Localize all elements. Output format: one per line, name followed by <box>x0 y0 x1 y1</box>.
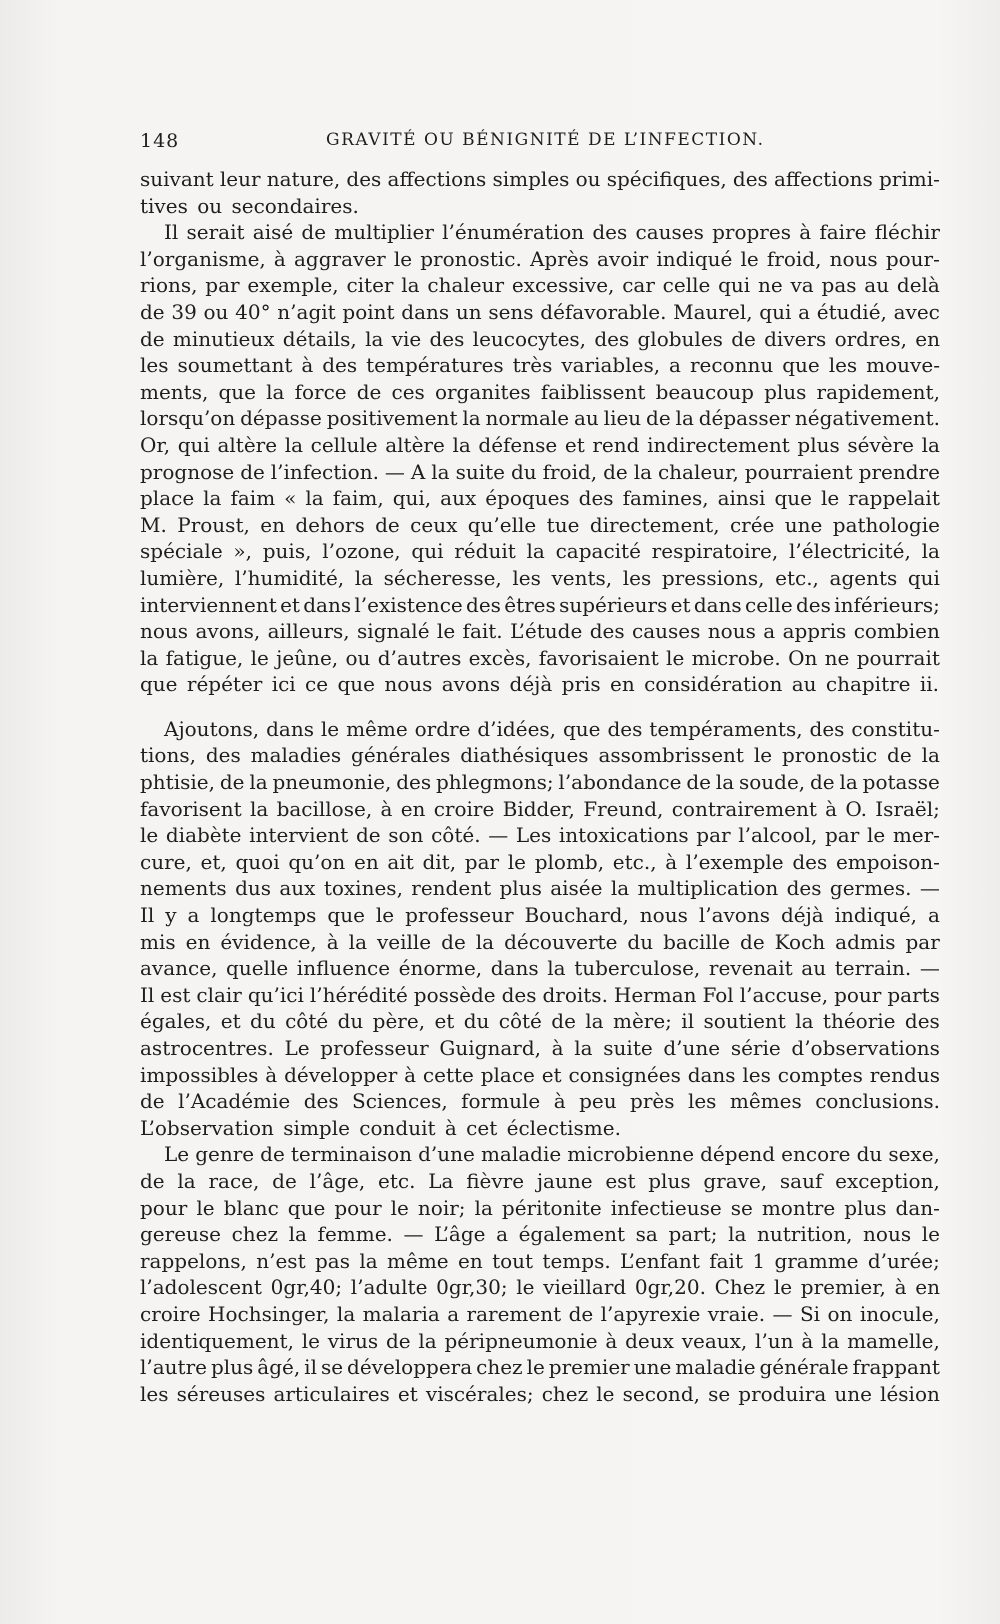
text-line: l’organisme, à aggraver le pronostic. Après avoir indiqué le froid, nous pour- <box>140 246 940 271</box>
text-line: avance, quelle influence énorme, dans la tuberculose, revenait au terrain. — <box>140 956 940 981</box>
text-line: de l’Académie des Sciences, formule à peu près les mêmes conclusions. <box>140 1089 940 1114</box>
text-line: mis en évidence, à la veille de la découverte du bacille de Koch admis par <box>140 929 940 954</box>
text-line: tives ou secondaires. <box>140 193 359 218</box>
text-line: croire Hochsinger, la malaria a rarement de l’apyrexie vraie. — Si on inocule, <box>140 1301 940 1326</box>
text-line: impossibles à développer à cette place et consignées dans les comptes rendus <box>140 1062 940 1087</box>
text-line: lorsqu’on dépasse positivement la normale au lieu de la dépasser négativement. <box>140 406 940 431</box>
text-line: astrocentres. Le professeur Guignard, à la suite d’une série d’observations <box>140 1036 940 1060</box>
text-line: égales, et du côté du père, et du côté de la mère; il soutient la théorie des <box>140 1009 940 1034</box>
text-line: rions, par exemple, citer la chaleur excessive, car celle qui ne va pas au delà <box>140 273 940 298</box>
page-number: 148 <box>140 130 180 152</box>
text-line: favorisent la bacillose, à en croire Bidder, Freund, contrairement à O. Israël; <box>140 796 940 821</box>
text-line: les séreuses articulaires et viscérales; chez le second, se produira une lésion <box>140 1381 940 1406</box>
text-line: Il serait aisé de multiplier l’énumération des causes propres à faire fléchir <box>164 220 940 245</box>
text-line: la fatigue, le jeûne, ou d’autres excès, favorisaient le microbe. On ne pourrait <box>140 645 940 670</box>
text-line: de 39 ou 40° n’agit point dans un sens défavorable. Maurel, qui a étudié, avec <box>140 299 940 324</box>
text-line: cure, et, quoi qu’on en ait dit, par le plomb, etc., à l’exemple des empoison- <box>140 849 940 874</box>
text-line: Le genre de terminaison d’une maladie microbienne dépend encore du sexe, <box>164 1142 940 1167</box>
running-title: GRAVITÉ OU BÉNIGNITÉ DE L’INFECTION. <box>326 130 765 150</box>
text-line: Il est clair qu’ici l’hérédité possède des droits. Herman Fol l’accuse, pour parts <box>140 982 940 1007</box>
text-line: l’autre plus âgé, il se développera chez le premier une maladie générale frappant <box>140 1355 940 1380</box>
text-line: Or, qui altère la cellule altère la défense et rend indirectement plus sévère la <box>140 432 940 457</box>
page-header <box>140 130 940 160</box>
text-line: l’adolescent 0gr,40; l’adulte 0gr,30; le vieillard 0gr,20. Chez le premier, à en <box>140 1275 940 1300</box>
text-line: interviennent et dans l’existence des êtres supérieurs et dans celle des inférieurs; <box>140 592 940 617</box>
body-text <box>140 166 940 1407</box>
text-line: les soumettant à des températures très variables, a reconnu que les mouve- <box>140 353 940 378</box>
text-line: de la race, de l’âge, etc. La fièvre jaune est plus grave, sauf exception, <box>140 1168 940 1193</box>
text-line: Il y a longtemps que le professeur Bouchard, nous l’avons déjà indiqué, a <box>140 903 940 928</box>
text-line: ments, que la force de ces organites faiblissent beaucoup plus rapidement, <box>140 379 940 404</box>
text-line: phtisie, de la pneumonie, des phlegmons; l’abondance de la soude, de la potasse <box>140 770 940 795</box>
text-line: gereuse chez la femme. — L’âge a également sa part; la nutrition, nous le <box>140 1222 940 1247</box>
text-line: identiquement, le virus de la péripneumonie à deux veaux, l’un à la mamelle, <box>140 1328 940 1353</box>
text-line: nous avons, ailleurs, signalé le fait. L’étude des causes nous a appris combien <box>140 619 940 644</box>
text-line: que répéter ici ce que nous avons déjà pris en considération au chapitre ii. <box>140 672 940 697</box>
paragraph-gap <box>140 698 940 716</box>
text-line: le diabète intervient de son côté. — Les intoxications par l’alcool, par le mer- <box>140 823 940 848</box>
text-line: prognose de l’infection. — A la suite du froid, de la chaleur, pourraient prendre <box>140 459 940 484</box>
text-line: L’observation simple conduit à cet éclectisme. <box>140 1115 621 1140</box>
text-line: tions, des maladies générales diathésiques assombrissent le pronostic de la <box>140 743 940 768</box>
text-line: pour le blanc que pour le noir; la péritonite infectieuse se montre plus dan- <box>140 1195 940 1220</box>
text-line: M. Proust, en dehors de ceux qu’elle tue directement, crée une pathologie <box>140 512 940 537</box>
text-line: place la faim « la faim, qui, aux époques des famines, ainsi que le rappelait <box>140 486 940 511</box>
text-line: rappelons, n’est pas la même en tout temps. L’enfant fait 1 gramme d’urée; <box>140 1248 940 1273</box>
text-line: nements dus aux toxines, rendent plus aisée la multiplication des germes. — <box>140 876 940 901</box>
text-line: spéciale », puis, l’ozone, qui réduit la capacité respiratoire, l’électricité, la <box>140 539 940 564</box>
text-line: Ajoutons, dans le même ordre d’idées, que des tempéraments, des constitu- <box>164 716 940 741</box>
text-line: de minutieux détails, la vie des leucocytes, des globules de divers ordres, en <box>140 326 940 351</box>
text-line: suivant leur nature, des affections simples ou spécifiques, des affections primi- <box>140 167 940 191</box>
text-line: lumière, l’humidité, la sécheresse, les vents, les pressions, etc., agents qui <box>140 565 940 590</box>
